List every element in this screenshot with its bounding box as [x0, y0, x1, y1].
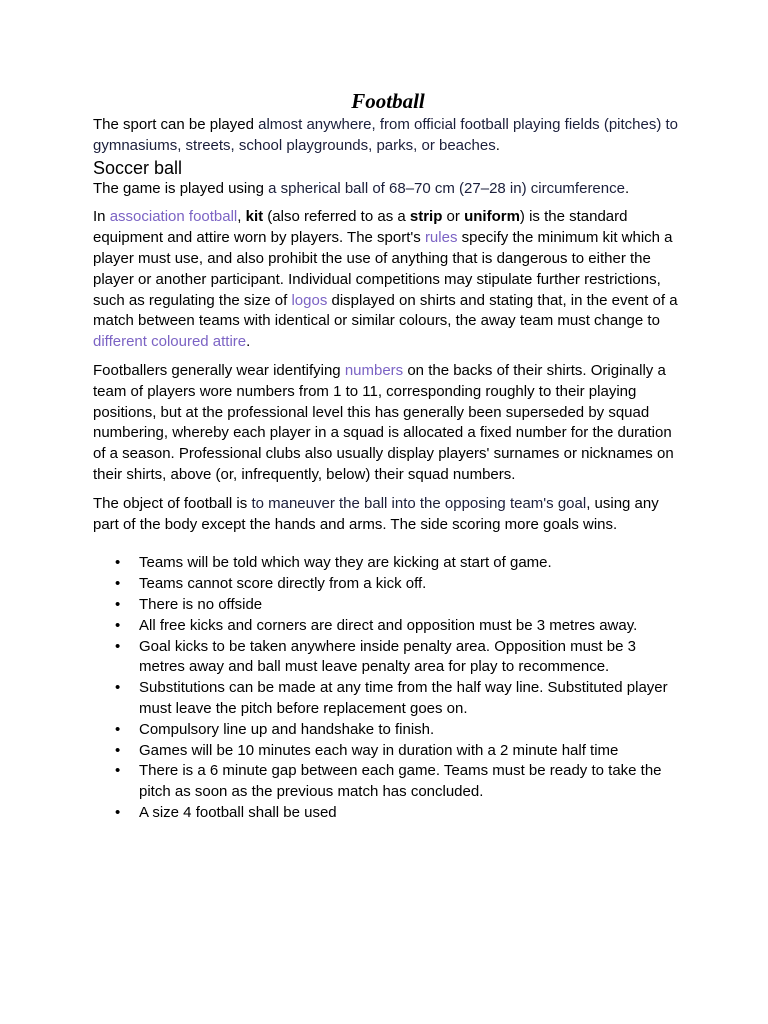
intro-highlight: almost anywhere, from official football playing fields (pitches) to gymnasiums, streets, school playgrounds, parks, or beaches — [93, 116, 679, 154]
list-item — [93, 553, 683, 574]
list-item — [93, 741, 683, 762]
strip-term: strip — [409, 208, 443, 226]
object-highlight: to maneuver the ball into the opposing team's goal — [251, 494, 587, 512]
rule-text: Substitutions can be made at any time from the half way line. Substituted player must leave the pitch before replacement goes on. — [139, 679, 668, 717]
list-item — [93, 637, 683, 679]
bullet-icon: • — [115, 554, 121, 572]
ball-text: The game is played using — [93, 179, 269, 197]
bullet-icon: • — [115, 637, 121, 655]
list-item — [93, 678, 683, 720]
rule-text: Teams will be told which way they are kicking at start of game. — [139, 554, 552, 572]
kit-text-6: specify the minimum kit which a player must use, and also prohibit the use of anything that is dangerous to either the player or another participant. Individual competitions may stipulate further restrictions, such as regulating the size of — [93, 229, 673, 309]
kit-text-7: displayed on shirts and stating that, in the event of a match between teams with identical or similar colours, the away team must change to — [93, 291, 678, 330]
logos-link[interactable]: logos — [291, 291, 328, 309]
rule-text: There is no offside — [139, 595, 263, 613]
bullet-icon: • — [115, 616, 121, 634]
intro-paragraph — [93, 115, 683, 157]
bullet-icon: • — [115, 803, 121, 821]
rules-list — [93, 553, 683, 823]
list-item — [93, 720, 683, 741]
list-item — [93, 803, 683, 824]
soccer-ball-heading: Soccer ball — [93, 157, 183, 178]
numbers-text-1: Footballers generally wear identifying — [93, 361, 345, 379]
ball-paragraph — [93, 179, 683, 200]
different-coloured-attire-link[interactable]: different coloured attire — [93, 333, 247, 351]
rule-text: There is a 6 minute gap between each game. Teams must be ready to take the pitch as soon as the previous match has concluded. — [139, 762, 662, 801]
kit-text-1: In — [93, 208, 110, 226]
kit-term: kit — [245, 208, 264, 226]
list-item — [93, 595, 683, 616]
bullet-icon: • — [115, 679, 121, 697]
bullet-icon: • — [115, 720, 121, 738]
list-item — [93, 574, 683, 595]
object-text-1: The object of football is — [93, 494, 252, 512]
document-page — [93, 88, 683, 824]
rule-text: Compulsory line up and handshake to finish. — [139, 720, 435, 738]
kit-text-5: ) is the standard equipment and attire worn by players. The sport's — [93, 208, 628, 247]
intro-text: The sport can be played — [93, 116, 259, 133]
rule-text: A size 4 football shall be used — [139, 803, 337, 821]
numbers-link[interactable]: numbers — [344, 361, 404, 379]
numbers-text-2: on the backs of their shirts. Originally a team of players wore numbers from 1 to 11, corresponding roughly to their playing positions, but at the professional level this has generally been superseded by squad numbering, whereby each player in a squad is allocated a fixed number for the duration of a season. Professional clubs also usually display players' surnames or nicknames on their shirts, above (or, infrequently, below) their squad numbers. — [93, 361, 674, 483]
ball-highlight: a spherical ball of 68–70 cm (27–28 in) circumference — [268, 179, 625, 197]
rule-text: All free kicks and corners are direct and opposition must be 3 metres away. — [139, 616, 638, 634]
uniform-term: uniform — [464, 208, 520, 226]
numbers-paragraph — [93, 361, 683, 486]
ball-end: . — [624, 179, 630, 197]
rules-link[interactable]: rules — [424, 229, 458, 247]
document-title: Football — [351, 89, 425, 113]
rule-text: Goal kicks to be taken anywhere inside penalty area. Opposition must be 3 metres away and ball must leave penalty area for play to recommence. — [139, 637, 636, 676]
kit-text-8: . — [246, 333, 251, 351]
association-football-link[interactable]: association football — [109, 208, 238, 226]
kit-text-3: (also referred to as a — [263, 208, 410, 226]
list-item — [93, 761, 683, 803]
bullet-icon: • — [115, 575, 121, 593]
rule-text: Games will be 10 minutes each way in duration with a 2 minute half time — [139, 741, 619, 759]
intro-end: . — [495, 136, 500, 154]
kit-text-2: , — [237, 208, 246, 226]
rule-text: Teams cannot score directly from a kick off. — [139, 575, 427, 593]
object-text-2: , using any part of the body except the hands and arms. The side scoring more goals wins. — [93, 494, 659, 533]
bullet-icon: • — [115, 762, 121, 780]
kit-text-4: or — [442, 208, 465, 226]
list-item — [93, 616, 683, 637]
bullet-icon: • — [115, 741, 121, 759]
kit-paragraph — [93, 207, 683, 353]
bullet-icon: • — [115, 595, 121, 613]
object-paragraph — [93, 494, 683, 536]
